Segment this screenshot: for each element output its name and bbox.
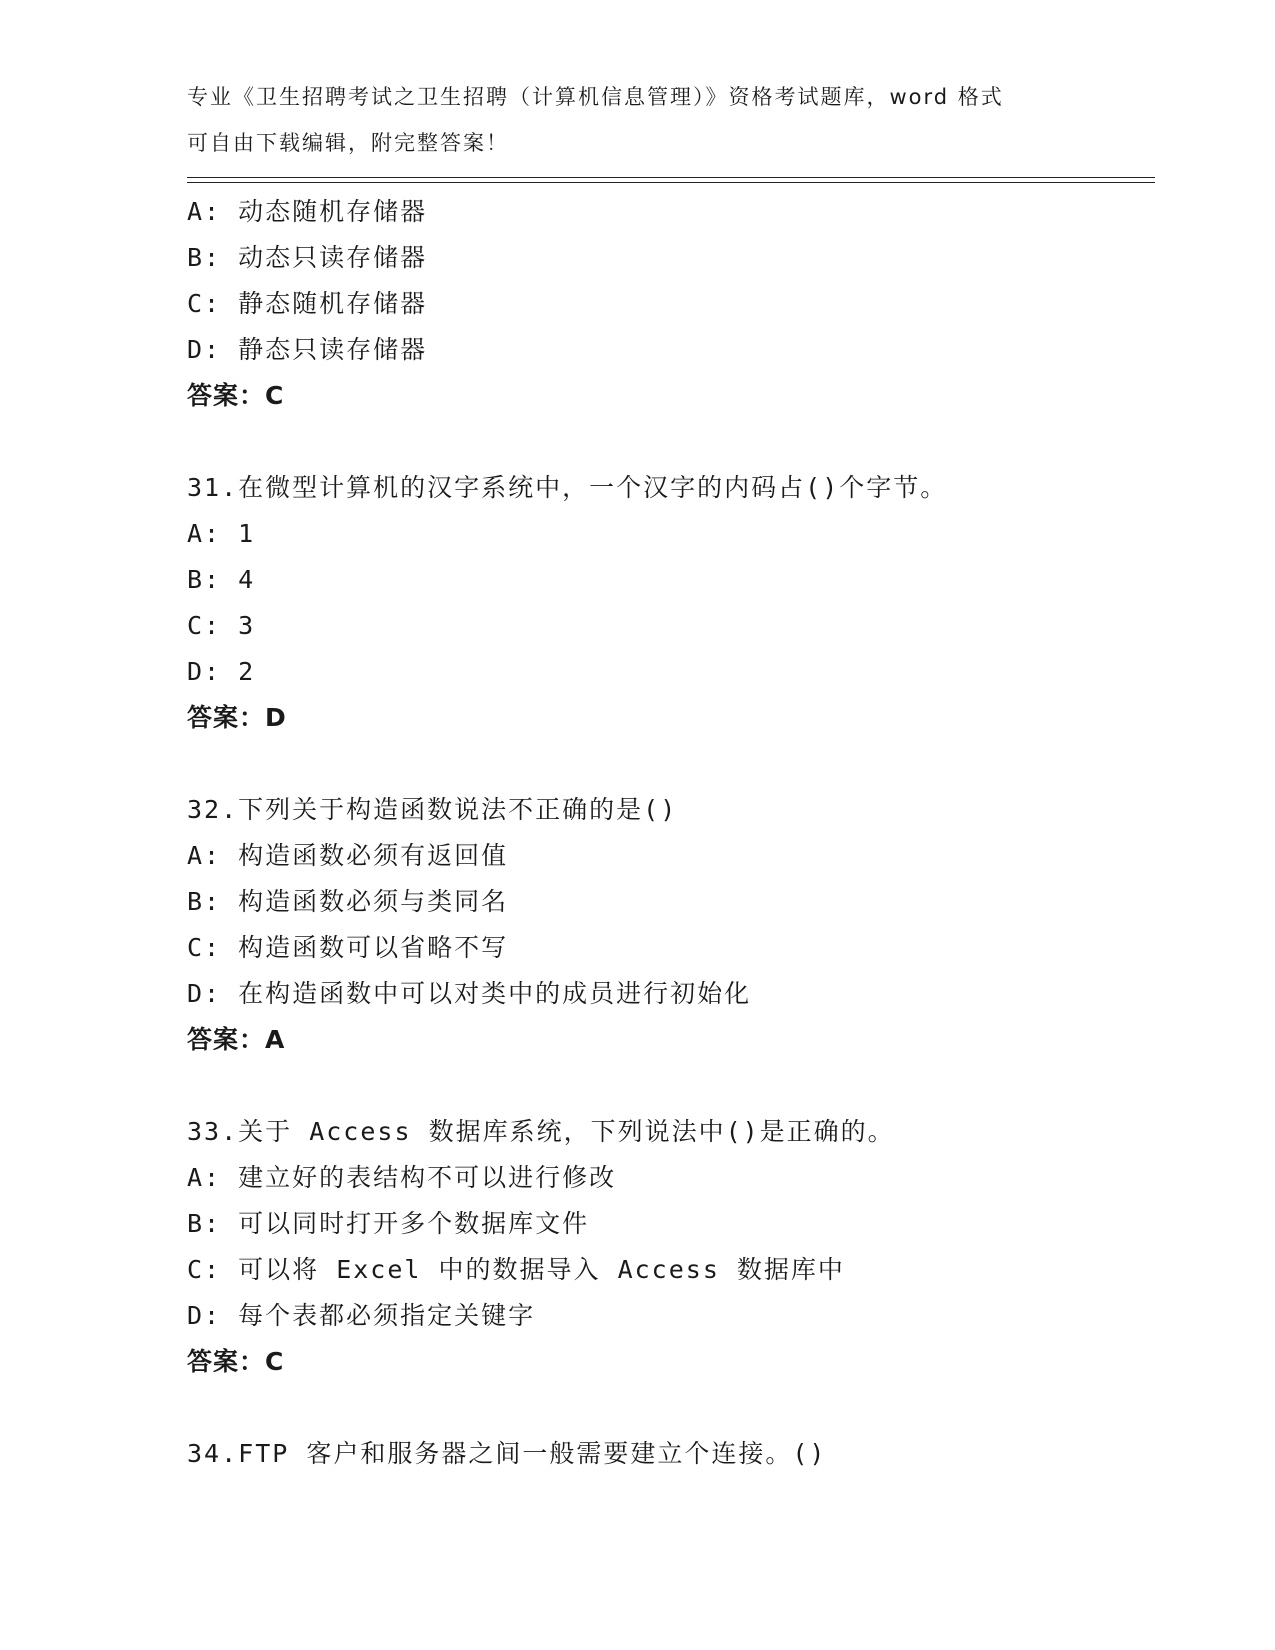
answer-line: 答案：A: [187, 1025, 286, 1054]
option-c: C: 构造函数可以省略不写: [187, 933, 509, 962]
question-list: [187, 189, 1147, 1477]
question-block-32: [187, 787, 1147, 1063]
answer-line: 答案：C: [187, 381, 285, 410]
option-b: B: 构造函数必须与类同名: [187, 887, 509, 916]
spacer: [187, 419, 1147, 465]
option-b: B: 动态只读存储器: [187, 243, 428, 272]
spacer: [187, 741, 1147, 787]
document-header: [187, 74, 1067, 166]
header-divider-top: [187, 177, 1155, 178]
option-a: A: 建立好的表结构不可以进行修改: [187, 1163, 617, 1192]
answer-line: 答案：D: [187, 703, 287, 732]
answer-line: 答案：C: [187, 1347, 285, 1376]
option-d: D: 在构造函数中可以对类中的成员进行初始化: [187, 979, 752, 1008]
spacer: [187, 1063, 1147, 1109]
option-a: A: 动态随机存储器: [187, 197, 428, 226]
question-stem: 32.下列关于构造函数说法不正确的是(): [187, 795, 678, 824]
header-line-2: 可自由下载编辑，附完整答案！: [187, 131, 509, 155]
option-b: B: 4: [187, 565, 256, 594]
question-stem: 31.在微型计算机的汉字系统中，一个汉字的内码占()个字节。: [187, 473, 948, 502]
option-b: B: 可以同时打开多个数据库文件: [187, 1209, 590, 1238]
question-block-partial: [187, 189, 1147, 419]
option-d: D: 每个表都必须指定关键字: [187, 1301, 536, 1330]
header-divider-bottom: [187, 182, 1155, 183]
option-d: D: 2: [187, 657, 256, 686]
option-a: A: 1: [187, 519, 256, 548]
question-block-34: [187, 1431, 1147, 1477]
header-line-1: 专业《卫生招聘考试之卫生招聘（计算机信息管理）》资格考试题库，word 格式: [187, 85, 1004, 109]
option-c: C: 静态随机存储器: [187, 289, 428, 318]
question-block-33: [187, 1109, 1147, 1385]
question-block-31: [187, 465, 1147, 741]
question-stem: 34.FTP 客户和服务器之间一般需要建立个连接。(): [187, 1439, 827, 1468]
option-c: C: 3: [187, 611, 256, 640]
spacer: [187, 1385, 1147, 1431]
option-d: D: 静态只读存储器: [187, 335, 428, 364]
option-a: A: 构造函数必须有返回值: [187, 841, 509, 870]
question-stem: 33.关于 Access 数据库系统，下列说法中()是正确的。: [187, 1117, 895, 1146]
option-c: C: 可以将 Excel 中的数据导入 Access 数据库中: [187, 1255, 845, 1284]
